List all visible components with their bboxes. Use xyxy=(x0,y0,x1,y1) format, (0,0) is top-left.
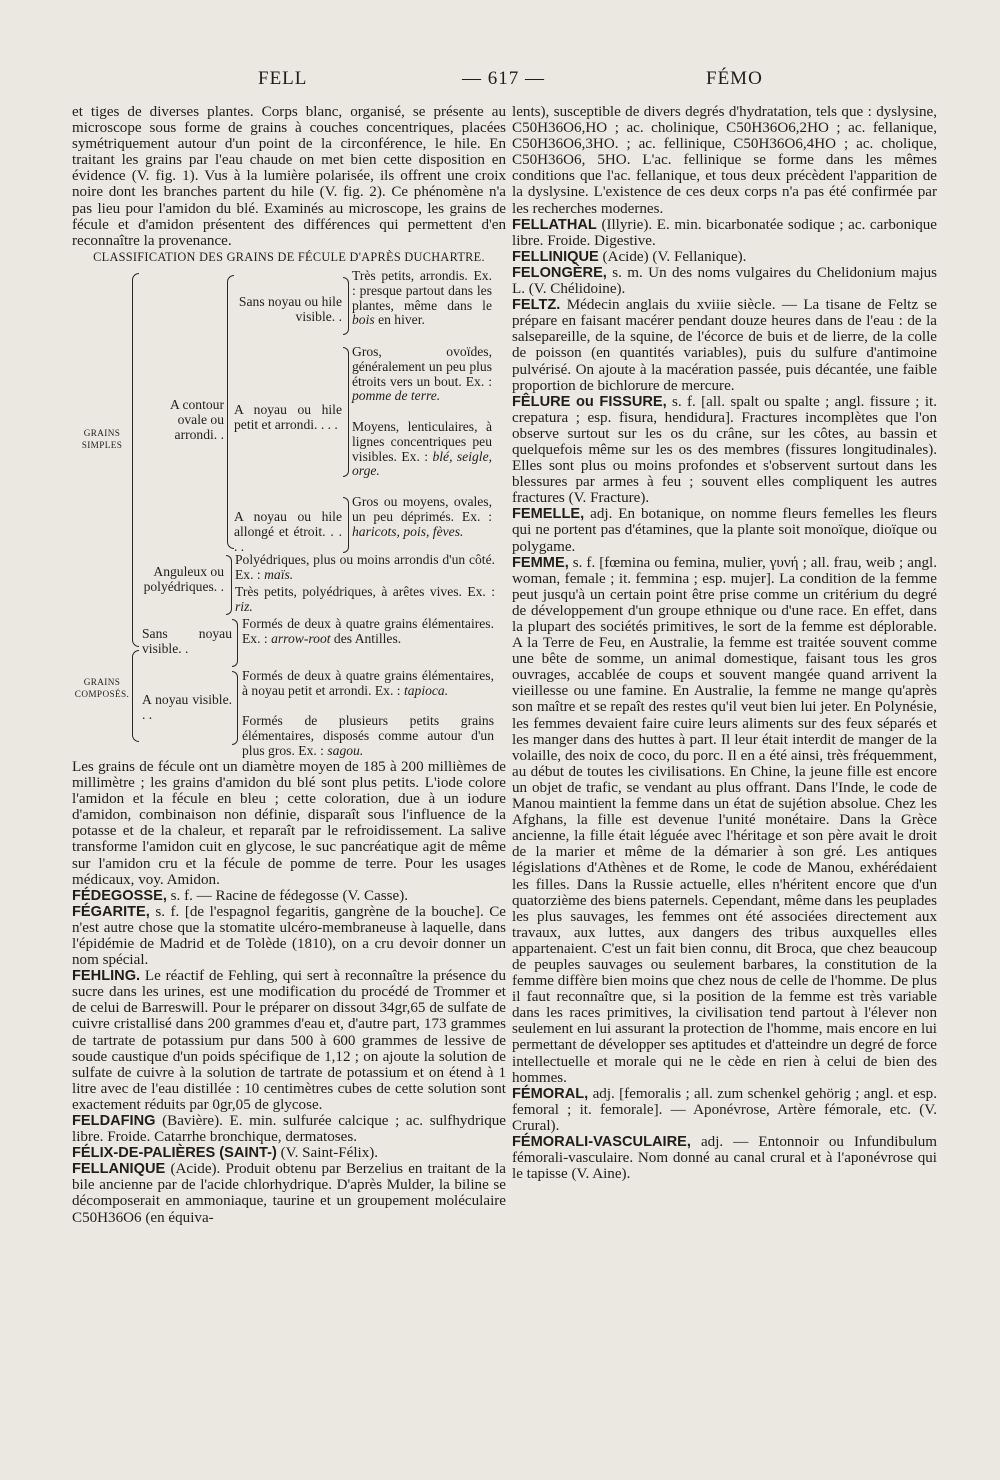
entry-femme: FEMME, s. f. [fœmina ou femina, mulier, γυνή ; all. frau, weib ; angl. woman, female ; it. femmina ; esp. mujer]. La condition de la femme peut jusqu'à un certain point être prise comme un critérium du degré de développement d'un groupe ethnique ou d'une race. En effet, dans la plupart des sociétés primitives, le sort de la femme est déplorable. A la Terre de Feu, en Australie, la femme est traitée souvent comme une bête de somme, un animal domestique, faisant tous les gros ouvrages, accablée de coups et souvent mangée quand arrivent la vieillesse ou une famine. En Australie, la femme ne mange qu'après son maître et se repaît des restes qu'il veut bien lui jeter. En Polynésie, les femmes devaient faire cuire leurs aliments sur des feux séparés et les manger dans des huttes à part. Il leur était interdit de manger de la volaille, des noix de coco, du porc. Il en a été ainsi, très fréquemment, au début de toutes les civilisations. En Chine, la jeune fille est encore un objet de trafic, se vendant au plus offrant. Dans l'Inde, le code de Manou maintient la femme dans un état de sujétion absolue. Chez les Afghans, la fille est devenue l'unité monétaire. Dans la Grèce ancienne, la fille était léguée avec l'héritage et son père avait le droit de la marier et même de la démarier à son gré. Les antiques législations d'Athènes et de Rome, le code de Manou, exhérédaient les filles. Dans la Russie actuelle, elles n'héritent encore que d'un quatorzième des biens paternels. Cependant, même dans les peuplades les plus sauvages, les femmes ont été associées directement aux travaux, aux luttes, aux dangers des tribus auxquelles elles appartenaient. C'est un fait bien connu, dit Broca, que chez beaucoup de peuples sauvages ou seulement barbares, la constitution de la femme diffère bien moins que chez nous de celle de l'homme. De plus il faut reconnaître que, si la position de la femme est très variable dans les races primitives, la civilisation tend partout à l'élever non seulement en lui assurant la protection de l'homme, mais encore en lui permettant de développer ses aptitudes et d'atteindre un degré de force intellectuelle et morale qui ne le cède en rien à celui de bien des hommes. xyxy=(512,554,938,1086)
gros-ovoides: Gros, ovoïdes, généralement un peu plus étroits vers un bout. Ex. : pomme de terre. xyxy=(352,343,492,404)
formes-sagou: Formés de plusieurs petits grains élémentaires, disposés comme autour d'un plus gros. Ex. : sagou. xyxy=(242,712,494,758)
sans-noyau-hile-label: Sans noyau ou hile visible. . xyxy=(238,293,342,324)
headword: FEMELLE, xyxy=(512,506,585,523)
amidon-continuation-text: et tiges de diverses plantes. Corps blanc, organisé, se présente au microscope sous forme de grains à couches concentriques, placées symétriquement autour d'un point de la circonférence, le hile. En traitant les grains par l'eau chaude on met bien cette disposition en évidence (V. fig. 1). Vus à la lumière polarisée, ils offrent une croix noire dont les branches partent du hile (V. fig. 2). Ce phénomène n'a pas lieu pour l'amidon du blé. Examinés au microscope, les grains de fécule et d'amidon présentent des différences qui permettent d'en reconnaître la provenance. xyxy=(72,104,506,249)
headword: FÉGARITE, xyxy=(72,903,150,920)
header-right-word: FÉMO xyxy=(706,68,763,89)
entry-felongere: FELONGÈRE, s. m. Un des noms vulgaires du Chelidonium majus L. (V. Chélidoine). xyxy=(512,264,938,298)
tres-petits-polyedriques: Très petits, polyédriques, à arêtes vives. Ex. : riz. xyxy=(235,583,495,614)
entry-feldafing: FELDAFING (Bavière). E. min. sulfurée calcique ; ac. sulfhydrique libre. Froide. Catarrhe bronchique, dermatoses. xyxy=(72,1113,506,1146)
label-grains-simples: GRAINS SIMPLES xyxy=(81,427,123,450)
headword: FELONGÈRE, xyxy=(512,264,607,281)
entry-fegarite: FÉGARITE, s. f. [de l'espagnol fegaritis, gangrène de la bouche]. Ce n'est autre chose que la stomatite ulcéro-membraneuse à laquelle, dans l'épidémie de Madrid et de Tolède (1810), on a cru devoir donner un nom spécial. xyxy=(72,903,507,969)
right-column xyxy=(512,104,937,1182)
headword: FELLANIQUE xyxy=(72,1161,166,1178)
left-column xyxy=(72,104,506,1226)
entry-femoral: FÉMORAL, adj. [femoralis ; all. zum schenkel gehörig ; angl. et esp. femoral ; it. femorale]. — Aponévrose, Artère fémorale, etc. (V. Crural). xyxy=(512,1085,937,1134)
entry-femorali-vasculaire: FÉMORALI-VASCULAIRE, adj. — Entonnoir ou Infundibulum fémorali-vasculaire. Nom donné au canal crural et à l'aponévrose qui le tapisse (V. Aine). xyxy=(512,1134,937,1183)
entry-fehling: FEHLING. Le réactif de Fehling, qui sert à reconnaître la présence du sucre dans les urines, est une modification du procédé de Trommer et de celui de Barreswill. Pour le préparer on dissout 34gr,65 de sulfate de cuivre cristallisé dans 200 grammes d'eau et, d'autre part, 173 grammes de tartrate de potassium pur dans 500 à 600 grammes de lessive de soude caustique d'un poids spécifique de 1,12 ; on ajoute la solution de sulfate de cuivre à la solution de tartrate de potassium et on étend à 1 litre avec de l'eau distillée : 10 centimètres cubes de cette solution sont exactement réduits par 0gr,05 de glycose. xyxy=(72,968,506,1113)
headword: FÉDEGOSSE, xyxy=(72,887,167,904)
headword: FELLATHAL xyxy=(512,216,597,233)
brace-noyau-allonge xyxy=(343,497,349,553)
brace-noyau-petit xyxy=(343,347,349,477)
fellanique-continuation-text: lents), susceptible de divers degrés d'hydratation, tels que : dyslysine, C50H36O6,HO ; ac. cholinique, C50H36O6,2HO ; ac. fellanique, C50H36O6,3HO. ; ac. fellinique, C50H36O6,4HO ; ac. cholique, C50H36O6, 5HO. L'ac. fellinique se forme dans les mêmes conditions que l'ac. fellanique, et tous deux précèdent l'apparition de la dyslysine. L'existence de ces deux corps n'a pas été confirmée par les recherches modernes. xyxy=(512,104,937,217)
brace-a-noyau-visible xyxy=(232,671,238,745)
headword: FÉMORALI-VASCULAIRE, xyxy=(512,1134,691,1150)
noyau-petit-label: A noyau ou hile petit et arrondi. . . . xyxy=(234,401,342,432)
headword: FELDAFING xyxy=(72,1113,156,1129)
running-header xyxy=(0,68,1000,98)
headword: FÊLURE ou FISSURE, xyxy=(512,393,667,410)
a-noyau-visible-label: A noyau visible. . . xyxy=(142,691,232,722)
headword: FELTZ. xyxy=(512,297,561,314)
entry-fellanique: FELLANIQUE (Acide). Produit obtenu par Berzelius en traitant de la bile ancienne par de l'acide chlorhydrique. D'après Mulder, la biline se décomposerait en ammoniaque, taurine et un groupement moléculaire C50H36O6 (en équiva- xyxy=(72,1161,506,1226)
classification-table xyxy=(72,265,506,758)
label-grains-composes: GRAINS COMPOSÉS. xyxy=(74,676,130,699)
headword: FELLINIQUE xyxy=(512,248,599,265)
moyens-lenticulaires: Moyens, lenticulaires, à lignes concentriques peu visibles. Ex. : blé, seigle, orge. xyxy=(352,418,492,479)
brace-composes xyxy=(132,650,139,742)
page-number: — 617 — xyxy=(462,68,545,89)
brace-simples xyxy=(132,273,139,647)
headword: FEHLING. xyxy=(72,968,141,985)
entry-felix-de-palieres: FÉLIX-DE-PALIÈRES (SAINT-) (V. Saint-Félix). xyxy=(72,1145,379,1162)
entry-fellathal: FELLATHAL (Illyrie). E. min. bicarbonatée sodique ; ac. carbonique libre. Froide. Digestive. xyxy=(512,216,937,249)
formes-tapioca: Formés de deux à quatre grains élémentaires, à noyau petit et arrondi. Ex. : tapioca. xyxy=(242,667,494,698)
headword: FÉMORAL, xyxy=(512,1085,589,1102)
entry-feltz: FELTZ. Médecin anglais du xviiie siècle. — La tisane de Feltz se prépare en faisant macérer pendant douze heures dans de l'eau : de la salsepareille, de la squine, de l'écorce de buis et de lierre, de la colle de poisson (en quantités variables), puis du sulfure d'antimoine pulvérisé. On ajoute à la macération passée, puis décantée, une faible proportion de bichlorure de mercure. xyxy=(512,297,937,394)
fecule-paragraph: Les grains de fécule ont un diamètre moyen de 185 à 200 millièmes de millimètre ; les grains d'amidon du blé sont plus petits. L'iode colore l'amidon et la fécule en bleu ; cette coloration, due à un iodure d'amidon, combinaison non définie, disparaît sous l'influence de la potasse et de la chaleur, et reparaît par le refroidissement. La salive transforme l'amidon cuit en glycose, le suc pancréatique agit de même sur l'amidon cru et la fécule de pomme de terre. Pour les usages médicaux, voy. Amidon. xyxy=(72,758,506,888)
sans-noyau-visible-label: Sans noyau visible. . xyxy=(142,625,232,656)
headword: FÉLIX-DE-PALIÈRES (SAINT-) xyxy=(72,1145,277,1162)
a-contour-label: A contour ovale ou arrondi. . xyxy=(170,396,224,442)
header-left-word: FELL xyxy=(258,68,308,89)
brace-a-contour xyxy=(227,275,234,549)
entry-fellinique: FELLINIQUE (Acide) (V. Fellanique). xyxy=(512,248,747,265)
polyedriques-arrondis: Polyédriques, plus ou moins arrondis d'un côté. Ex. : maïs. xyxy=(235,551,495,582)
entry-femelle: FEMELLE, adj. En botanique, on nomme fleurs femelles les fleurs qui ne portent pas d'étamines, que la plante soit monoïque, dioïque ou polygame. xyxy=(512,506,937,555)
brace-sans-noyau-hile xyxy=(343,277,349,335)
brace-anguleux xyxy=(226,555,232,615)
formes-arrow-root: Formés de deux à quatre grains élémentaires. Ex. : arrow-root des Antilles. xyxy=(242,615,494,646)
noyau-allonge-label: A noyau ou hile allongé et étroit. . . . . xyxy=(234,508,342,554)
entry-fedegosse: FÉDEGOSSE, s. f. — Racine de fédegosse (V. Casse). xyxy=(72,887,409,904)
gros-ou-moyens: Gros ou moyens, ovales, un peu déprimés. Ex. : haricots, pois, fèves. xyxy=(352,493,492,539)
entry-felure: FÊLURE ou FISSURE, s. f. [all. spalt ou spalte ; angl. fissure ; it. crepatura ; esp. fisura, hendidura]. Fractures incomplètes que l'on observe surtout sur les os du crâne, sur les côtes, au bassin et quelquefois même sur les os des membres (fissures longitudinales). Elles sont plus ou moins profondes et s'observent surtout dans les blessures par armes à feu ; souvent elles compliquent les autres fractures (V. Fracture). xyxy=(512,393,937,507)
headword: FEMME, xyxy=(512,554,569,571)
anguleux-label: Anguleux ou polyédriques. . xyxy=(143,563,224,594)
classification-title: CLASSIFICATION DES GRAINS DE FÉCULE D'APRÈS DUCHARTRE. xyxy=(93,249,485,264)
brace-sans-noyau-visible xyxy=(232,619,238,667)
tres-petits-arrondis: Très petits, arrondis. Ex. : presque partout dans les plantes, même dans le bois en hiver. xyxy=(352,267,492,328)
